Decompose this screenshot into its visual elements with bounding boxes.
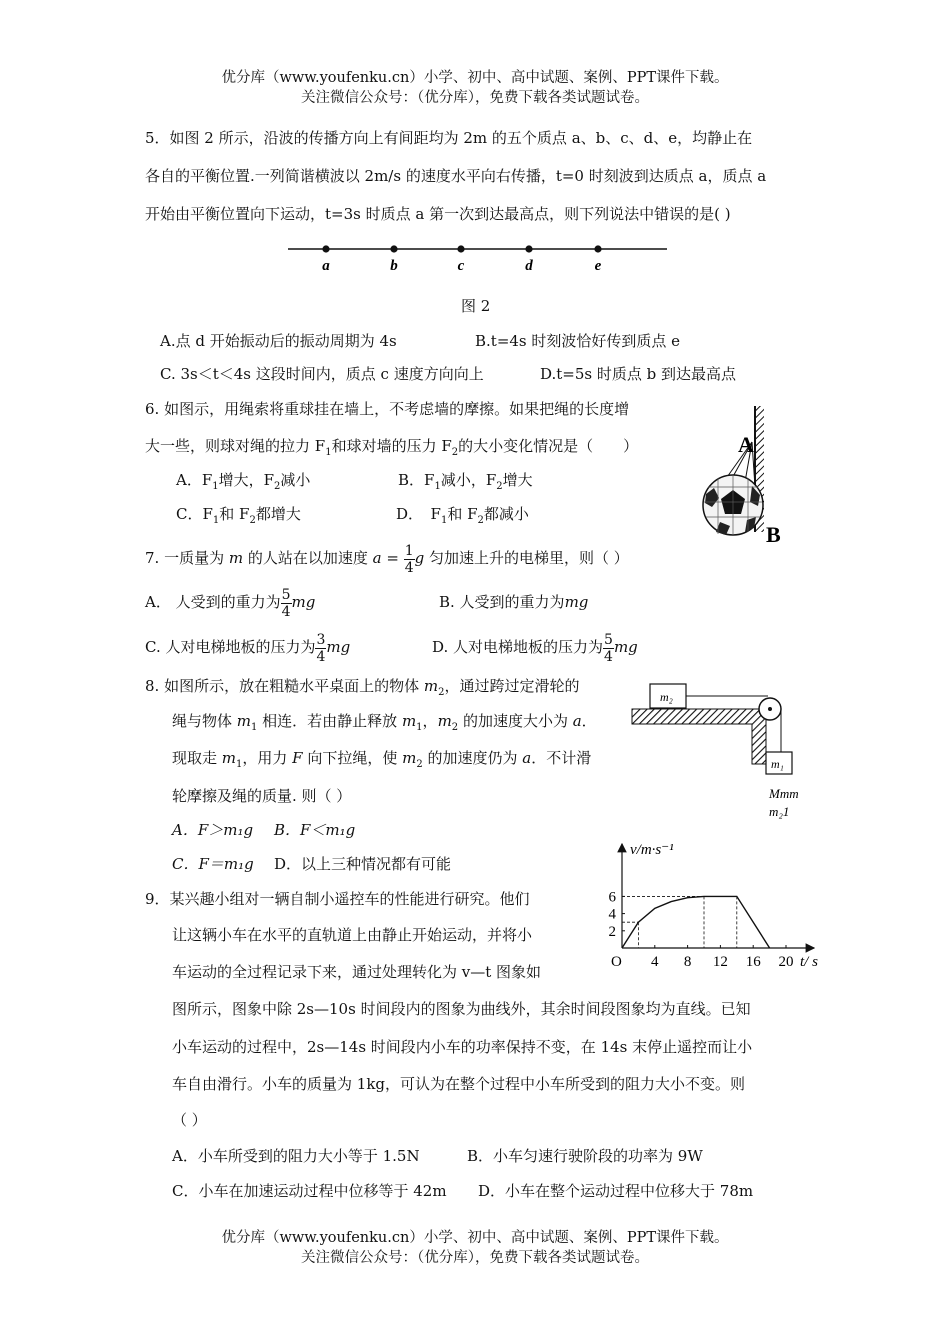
q7-accel-fraction: $\frac{1}{4}$ [404,542,414,576]
point-b-label: b [390,258,398,274]
q5-wave-figure [285,238,670,278]
q9-option-a: A．小车所受到的阻力大小等于 1.5N [172,1147,420,1165]
point-d-label: d [525,258,533,274]
point-e-label: e [594,258,602,274]
q8-line-3: 现取走 $m_1$，用力 F 向下拉绳，使 $m_2$ 的加速度仍为 a．不计滑 [172,749,592,770]
q9-option-b: B．小车匀速行驶阶段的功率为 9W [467,1147,703,1165]
block-m2-label: m₂ [660,690,673,704]
q9-line-6: 车自由滑行。小车的质量为 1kg，可认为在整个过程中小车所受到的阻力大小不变。则 [172,1075,746,1093]
q6-option-b: B．$F_1$减小，$F_2$增大 [398,471,533,492]
label-b: B [766,522,781,547]
q9-line-7: （ ） [172,1111,207,1129]
q8-option-a: A．F＞m₁g [172,821,254,839]
q5-line-2: 各自的平衡位置.一列简谐横波以 2m/s 的速度水平向右传播，t=0 时刻波到达质点 a，质点 a [145,167,767,185]
y-tick-label: 2 [608,923,616,940]
label-a: A [738,432,754,457]
q5-option-c: C. 3s＜t＜4s 这段时间内，质点 c 速度方向向上 [160,365,484,383]
q8-option-b: B．F＜m₁g [274,821,356,839]
q5-option-b: B.t=4s 时刻波恰好传到质点 e [475,332,681,350]
vt-chart [600,832,835,977]
q7-option-a: A． 人受到的重力为 $\frac{5}{4}$ mg [145,586,316,620]
x-tick-label: 4 [651,954,659,970]
q8-option-c: C．F＝m₁g [172,855,254,873]
x-tick-label: 12 [712,954,728,970]
q6-option-c: C．$F_1$和 $F_2$都增大 [176,505,301,526]
q7-option-b: B. 人受到的重力为mg [439,593,589,611]
y-axis-label: v/m·s⁻¹ [630,842,674,858]
y-tick-label: 6 [608,889,616,906]
q5-option-a: A.点 d 开始振动后的振动周期为 4s [160,332,397,350]
x-tick-label: 16 [745,954,761,970]
block-m1-label: m₁ [771,757,784,771]
q8-line-2: 绳与物体 $m_1$ 相连．若由静止释放 $m_1$，$m_2$ 的加速度大小为 a． [172,712,597,733]
q9-line-3: 车运动的全过程记录下来，通过处理转化为 v—t 图象如 [172,963,542,981]
header-line-2: 关注微信公众号：（优分库），免费下载各类试题试卷。 [301,90,649,106]
y-tick-label: 4 [608,906,616,923]
q8-line-1: 8. 如图所示，放在粗糙水平桌面上的物体 $m_2$，通过跨过定滑轮的 [145,677,580,698]
q8-pulley-figure [630,676,810,824]
q6-line-2: 大一些，则球对绳的拉力 $F_1$和球对墙的压力 $F_2$的大小变化情况是（ ） [145,437,639,458]
q7-stem: 7. 一质量为 m 的人站在以加速度 a = $\frac{1}{4}$ g 匀加速上升的电梯里，则（ ） [145,542,629,576]
x-tick-label: 8 [683,954,692,970]
q6-ball-wall-figure [700,402,795,548]
origin-label: O [611,954,622,970]
q9-line-5: 小车运动的过程中，2s—14s 时间段内小车的功率保持不变，在 14s 末停止遥控而让小 [172,1038,753,1056]
q7-option-c: C. 人对电梯地板的压力为 $\frac{3}{4}$ mg [145,631,351,665]
x-tick-label: 20 [778,954,794,970]
header-line-1: 优分库（www.youfenku.cn）小学、初中、高中试题、案例、PPT课件下载。 [221,70,729,86]
q5-line-3: 开始由平衡位置向下运动，t=3s 时质点 a 第一次到达最高点，则下列说法中错误的是( ) [145,205,731,223]
footer-line-2: 关注微信公众号：（优分库），免费下载各类试题试卷。 [301,1250,649,1266]
q7-option-d: D. 人对电梯地板的压力为 $\frac{5}{4}$ mg [432,631,638,665]
q8-option-d: D．以上三种情况都有可能 [274,855,452,873]
q5-option-d: D.t=5s 时质点 b 到达最高点 [540,365,737,383]
fig-note-2: m₂1 [769,804,790,819]
q6-line-1: 6. 如图示，用绳索将重球挂在墙上，不考虑墙的摩擦。如果把绳的长度增 [145,400,630,418]
q6-option-a: A．$F_1$增大，$F_2$减小 [176,471,311,492]
q5-line-1: 5．如图 2 所示，沿波的传播方向上有间距均为 2m 的五个质点 a、b、c、d、e，均静止在 [145,129,753,147]
q9-option-d: D．小车在整个运动过程中位移大于 78m [478,1182,754,1200]
q6-option-d: D． $F_1$和 $F_2$都减小 [396,505,529,526]
x-axis-label: t/ s [800,954,818,970]
point-c-label: c [457,258,465,274]
series-line-v-t [622,896,770,948]
q9-option-c: C．小车在加速运动过程中位移等于 42m [172,1182,447,1200]
point-a-label: a [322,258,330,274]
q9-line-1: 9．某兴趣小组对一辆自制小遥控车的性能进行研究。他们 [145,890,530,908]
q8-line-4: 轮摩擦及绳的质量. 则（ ） [172,787,352,805]
q9-line-4: 图所示，图象中除 2s—10s 时间段内的图象为曲线外，其余时间段图象均为直线。已知 [172,1000,751,1018]
q5-figure-caption: 图 2 [461,297,491,315]
fig-note-1: Mmm [769,786,799,801]
footer-line-1: 优分库（www.youfenku.cn）小学、初中、高中试题、案例、PPT课件下载。 [221,1230,729,1246]
q9-line-2: 让这辆小车在水平的直轨道上由静止开始运动，并将小 [172,926,533,944]
